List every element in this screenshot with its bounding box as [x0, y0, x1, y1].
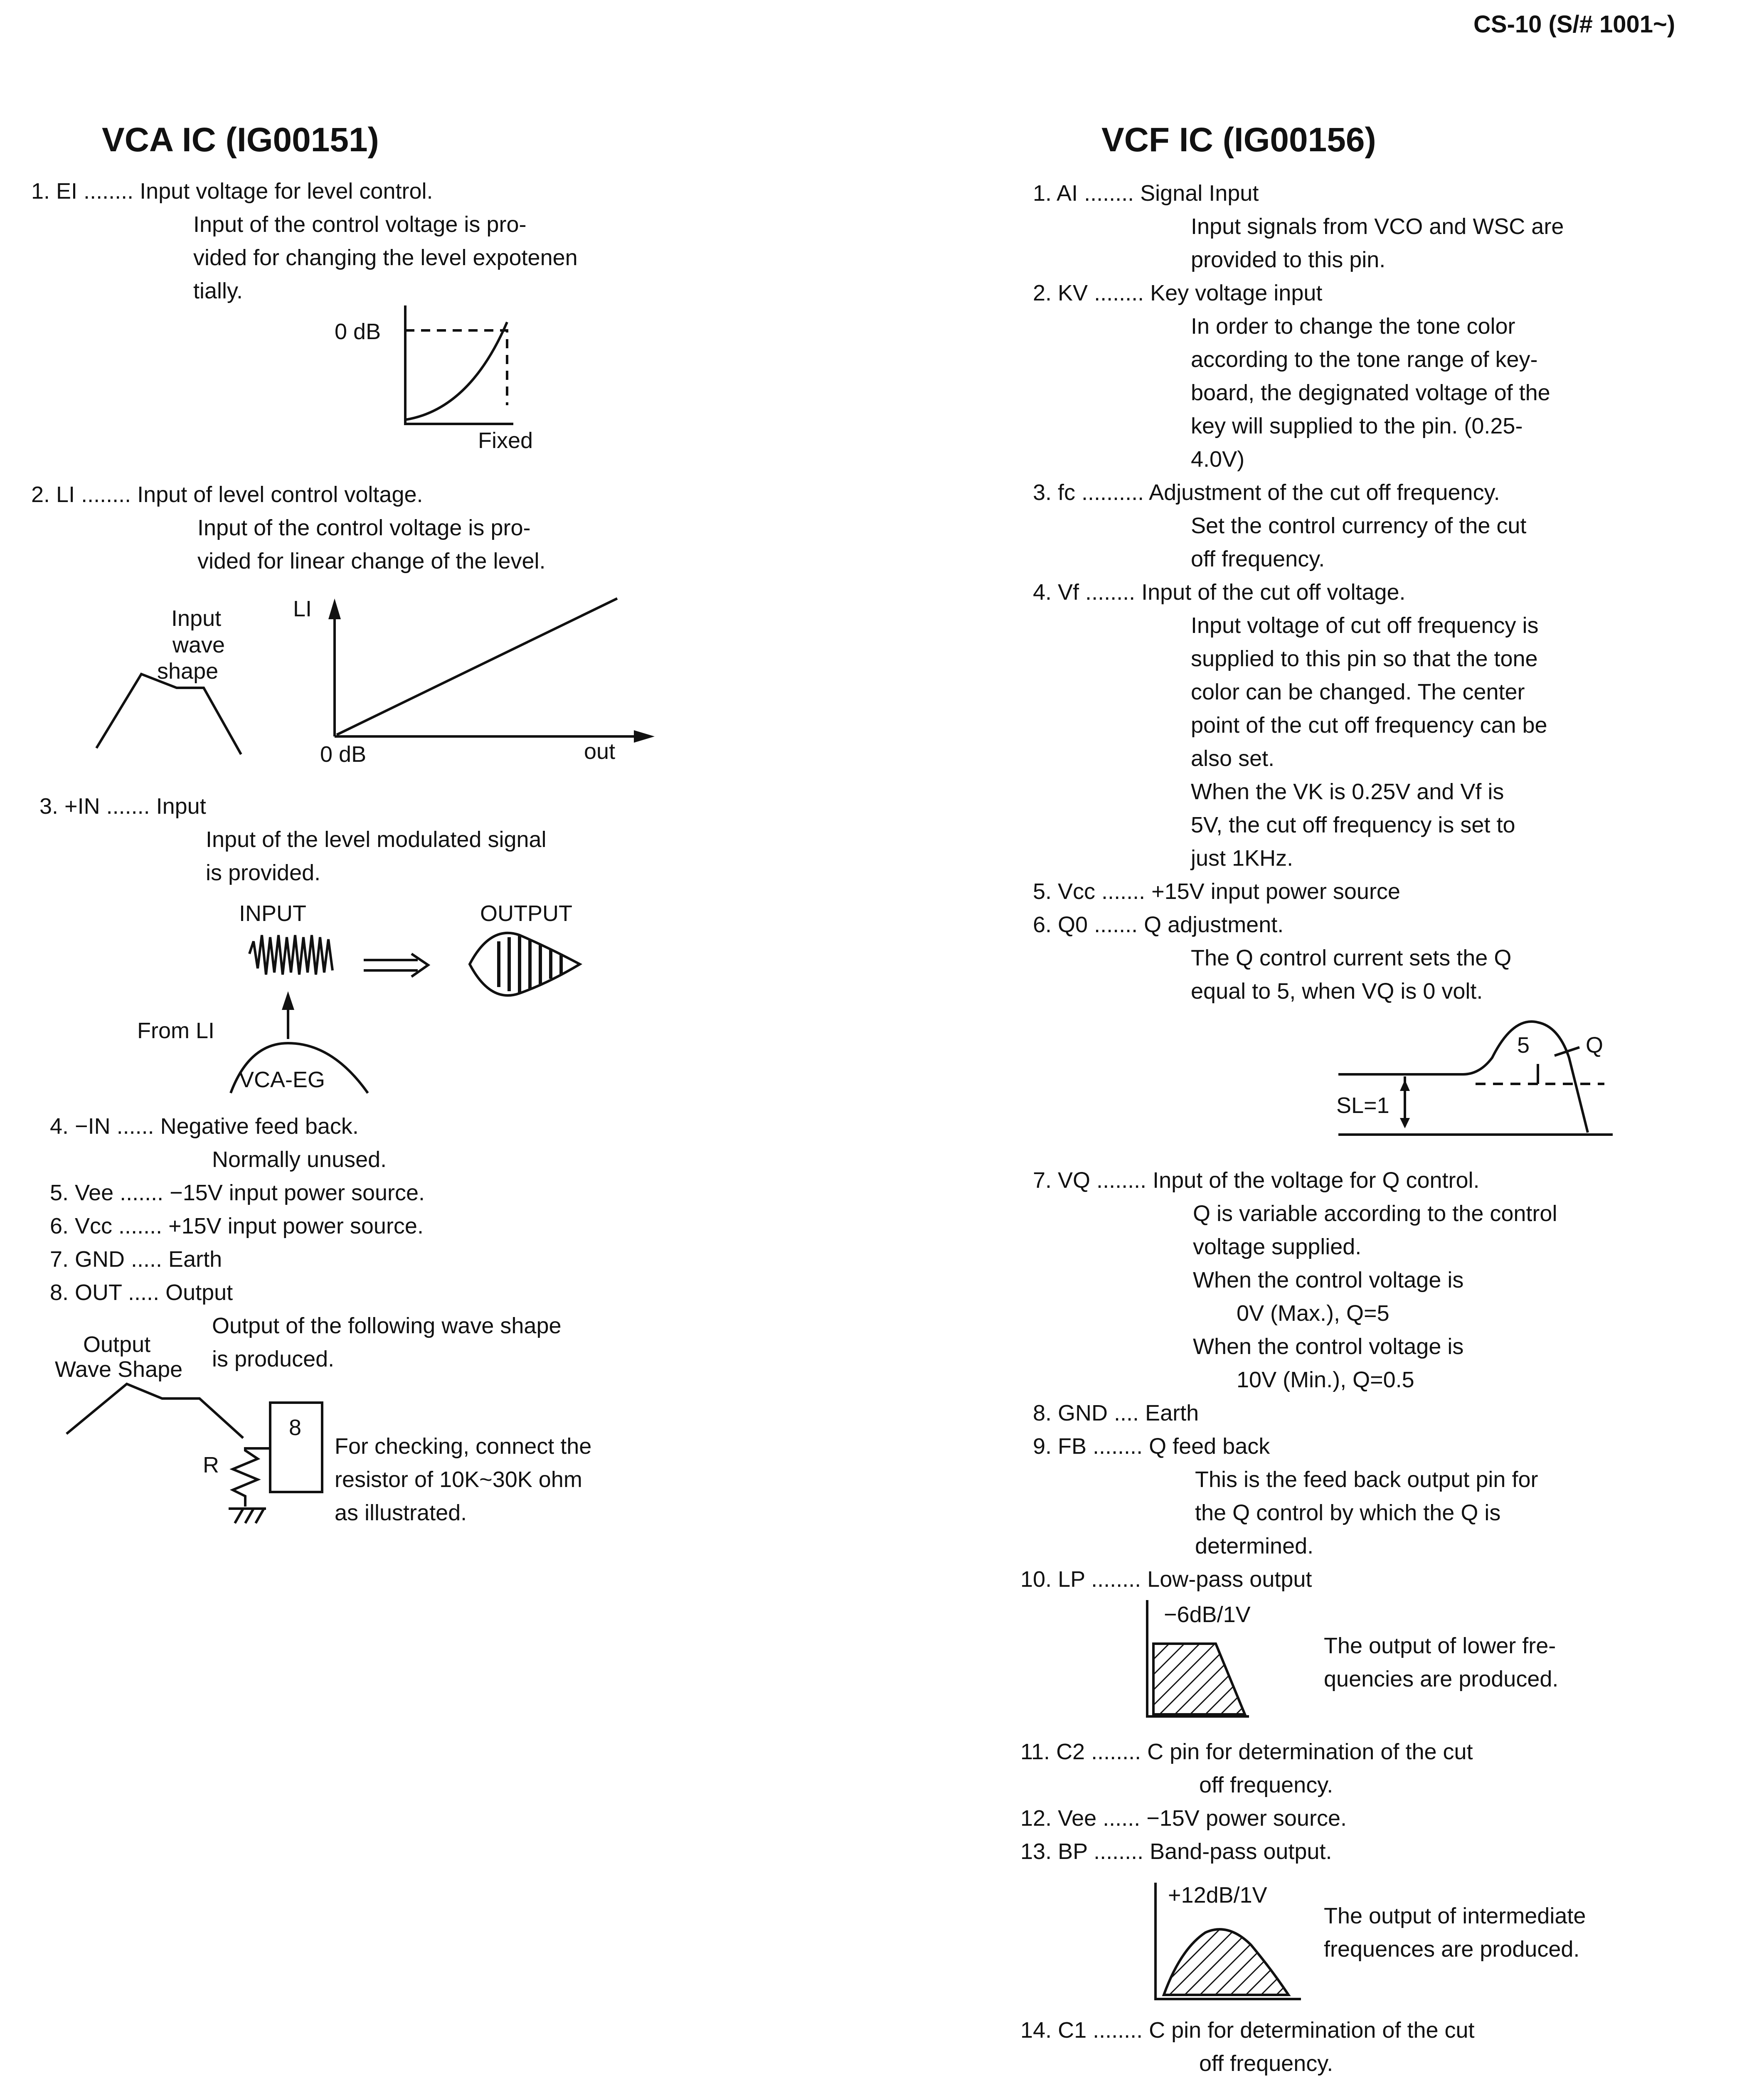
vca-line-5: 2. LI ........ Input of level control voltage.: [31, 482, 423, 507]
vcf-line-34: 9. FB ........ Q feed back: [1033, 1434, 1270, 1459]
vcf-line-13: 4. Vf ........ Input of the cut off voltage.: [1033, 580, 1406, 605]
vcf-line-41: 11. C2 ........ C pin for determination of the cut: [1020, 1739, 1473, 1764]
vca-line-7: vided for linear change of the level.: [197, 549, 546, 574]
out-wave-label-1: Output: [83, 1332, 151, 1357]
vca-line-9: Input of the level modulated signal: [206, 827, 547, 852]
out-wave-label-2: Wave Shape: [55, 1357, 183, 1382]
vca-line-17: Output of the following wave shape: [212, 1313, 562, 1338]
vcf-line-3: provided to this pin.: [1191, 247, 1386, 272]
li-input-label-3: shape: [157, 659, 219, 684]
vcf-line-32: 10V (Min.), Q=0.5: [1237, 1367, 1414, 1392]
vcf-line-4: 2. KV ........ Key voltage input: [1033, 281, 1323, 305]
vcf-line-23: 6. Q0 ....... Q adjustment.: [1033, 912, 1284, 937]
vcf-line-15: supplied to this pin so that the tone: [1191, 646, 1538, 671]
in-input-label: INPUT: [239, 901, 306, 926]
vcf-line-12: off frequency.: [1191, 547, 1325, 571]
vcf-line-18: also set.: [1191, 746, 1275, 771]
q-five-label: 5: [1517, 1033, 1530, 1058]
vca-line-8: 3. +IN ....... Input: [39, 794, 206, 819]
vcf-line-17: point of the cut off frequency can be: [1191, 713, 1547, 738]
in-from-li-label: From LI: [137, 1018, 215, 1043]
vca-line-3: vided for changing the level expotenen: [193, 245, 578, 270]
vcf-line-30: 0V (Max.), Q=5: [1237, 1301, 1390, 1326]
vca-line-21: as illustrated.: [335, 1500, 467, 1525]
ei-fixed-label: Fixed: [478, 428, 533, 453]
vcf-line-38: 10. LP ........ Low-pass output: [1020, 1567, 1312, 1592]
vcf-line-37: determined.: [1195, 1534, 1314, 1558]
vcf-line-25: equal to 5, when VQ is 0 volt.: [1191, 979, 1483, 1004]
vcf-title: VCF IC (IG00156): [1101, 121, 1376, 159]
li-out-label: out: [584, 739, 616, 764]
vcf-line-6: according to the tone range of key-: [1191, 347, 1538, 372]
vca-line-10: is provided.: [206, 860, 321, 885]
vcf-line-16: color can be changed. The center: [1191, 680, 1525, 704]
vca-line-12: Normally unused.: [212, 1147, 387, 1172]
vca-line-13: 5. Vee ....... −15V input power source.: [50, 1180, 425, 1205]
li-axis-label: LI: [293, 596, 312, 621]
vca-line-20: resistor of 10K~30K ohm: [335, 1467, 582, 1492]
sl-label: SL=1: [1336, 1093, 1390, 1118]
vcf-line-21: just 1KHz.: [1191, 846, 1293, 871]
vcf-line-31: When the control voltage is: [1193, 1334, 1464, 1359]
pin-8-label: 8: [289, 1415, 302, 1440]
vcf-line-28: voltage supplied.: [1193, 1234, 1362, 1259]
vca-line-18: is produced.: [212, 1347, 335, 1371]
lp-slope-label: −6dB/1V: [1164, 1602, 1251, 1627]
vcf-line-45: The output of intermediate: [1324, 1903, 1586, 1928]
li-input-label-1: Input: [171, 606, 222, 631]
vcf-line-19: When the VK is 0.25V and Vf is: [1191, 779, 1504, 804]
in-output-label: OUTPUT: [480, 901, 572, 926]
in-vca-eg-label: VCA-EG: [239, 1067, 325, 1092]
vcf-line-27: Q is variable according to the control: [1193, 1201, 1557, 1226]
vcf-line-10: 3. fc .......... Adjustment of the cut off frequency.: [1033, 480, 1500, 505]
vcf-line-1: 1. AI ........ Signal Input: [1033, 181, 1259, 206]
vca-line-2: Input of the control voltage is pro-: [193, 212, 527, 237]
resistor-label: R: [203, 1453, 219, 1477]
vcf-line-42: off frequency.: [1199, 1773, 1333, 1797]
vcf-line-43: 12. Vee ...... −15V power source.: [1020, 1806, 1347, 1831]
q-label: Q: [1586, 1033, 1604, 1058]
vcf-line-29: When the control voltage is: [1193, 1268, 1464, 1293]
vcf-line-9: 4.0V): [1191, 447, 1245, 472]
vcf-line-26: 7. VQ ........ Input of the voltage for Q control.: [1033, 1168, 1480, 1193]
vca-line-1: 1. EI ........ Input voltage for level control.: [31, 179, 433, 204]
vca-line-6: Input of the control voltage is pro-: [197, 515, 531, 540]
vcf-line-5: In order to change the tone color: [1191, 314, 1515, 339]
vca-line-19: For checking, connect the: [335, 1434, 592, 1459]
vca-line-11: 4. −IN ...... Negative feed back.: [50, 1114, 359, 1139]
li-input-label-2: wave: [172, 633, 225, 657]
li-0db-label: 0 dB: [320, 742, 367, 767]
vcf-line-11: Set the control currency of the cut: [1191, 513, 1527, 538]
vca-line-14: 6. Vcc ....... +15V input power source.: [50, 1214, 424, 1238]
vca-line-16: 8. OUT ..... Output: [50, 1280, 233, 1305]
ei-0db-label: 0 dB: [335, 319, 381, 344]
vca-line-4: tially.: [193, 278, 243, 303]
vcf-line-46: frequences are produced.: [1324, 1937, 1580, 1962]
vca-line-15: 7. GND ..... Earth: [50, 1247, 222, 1272]
vcf-line-35: This is the feed back output pin for: [1195, 1467, 1538, 1492]
vcf-line-47: 14. C1 ........ C pin for determination of the cut: [1020, 2018, 1475, 2043]
vcf-line-48: off frequency.: [1199, 2051, 1333, 2076]
vcf-line-7: board, the degignated voltage of the: [1191, 380, 1550, 405]
vcf-line-22: 5. Vcc ....... +15V input power source: [1033, 879, 1400, 904]
model-header: CS-10 (S/# 1001~): [1473, 11, 1675, 38]
vcf-line-8: key will supplied to the pin. (0.25-: [1191, 414, 1523, 438]
vcf-line-39: The output of lower fre-: [1324, 1633, 1556, 1658]
vcf-line-20: 5V, the cut off frequency is set to: [1191, 812, 1515, 837]
vcf-line-36: the Q control by which the Q is: [1195, 1500, 1501, 1525]
vcf-line-14: Input voltage of cut off frequency is: [1191, 613, 1539, 638]
bp-slope-label: +12dB/1V: [1168, 1883, 1267, 1908]
vcf-line-2: Input signals from VCO and WSC are: [1191, 214, 1564, 239]
vcf-line-44: 13. BP ........ Band-pass output.: [1020, 1839, 1332, 1864]
vcf-line-24: The Q control current sets the Q: [1191, 945, 1512, 970]
vcf-line-40: quencies are produced.: [1324, 1667, 1559, 1691]
vcf-line-33: 8. GND .... Earth: [1033, 1401, 1199, 1426]
vca-title: VCA IC (IG00151): [102, 121, 379, 159]
